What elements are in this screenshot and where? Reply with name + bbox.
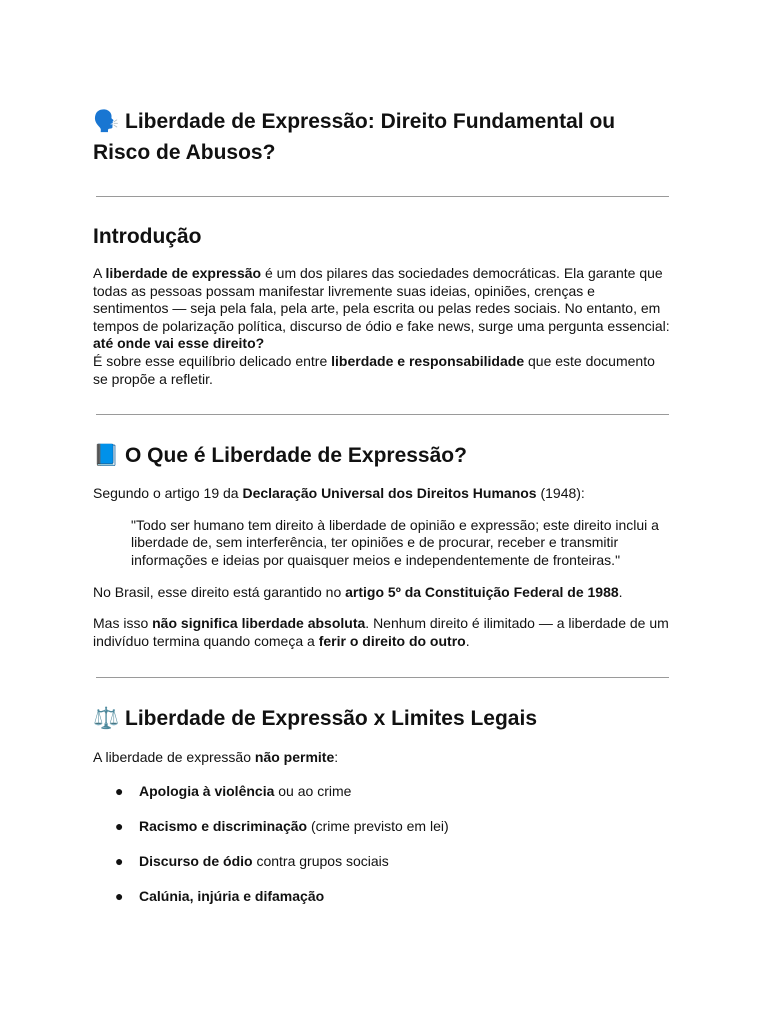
divider [96,677,669,678]
title-line-2: Risco de Abusos? [93,141,276,164]
what-paragraph-1: Segundo o artigo 19 da Declaração Universal dos Direitos Humanos (1948): [93,485,585,502]
divider [96,414,669,415]
divider [96,196,669,197]
what-paragraph-3: Mas isso não significa liberdade absoluta. Nenhum direito é ilimitado — a liberdade de um indivíduo termina quando começa a ferir o direito do outro. [93,615,669,649]
what-heading: 📘 O Que é Liberdade de Expressão? [93,443,467,468]
document-content [93,106,671,922]
bullet-icon: ● [115,852,124,869]
title-line-1: Liberdade de Expressão: Direito Fundamental ou [125,110,616,133]
limits-list [93,782,671,922]
speaking-head-icon: 🗣️ [93,109,120,133]
bullet-icon: ● [115,887,124,904]
limits-heading: ⚖️ Liberdade de Expressão x Limites Legais [93,706,537,731]
what-paragraph-2: No Brasil, esse direito está garantido no artigo 5º da Constituição Federal de 1988. [93,583,623,600]
list-item: ● Calúnia, injúria e difamação [115,887,325,904]
document-title [93,106,671,168]
bullet-icon: ● [115,817,124,834]
intro-heading: Introdução [93,225,202,248]
list-item: ● Apologia à violência ou ao crime [115,782,352,799]
bullet-icon: ● [115,782,124,799]
article-19-quote: "Todo ser humano tem direito à liberdade de opinião e expressão; este direito inclui a liberdade de, sem interferência, ter opiniões e de procurar, receber e transmitir informações e ideias por quaisquer meios e independentemente de fronteiras." [131,516,659,568]
list-item: ● Discurso de ódio contra grupos sociais [115,852,389,869]
blue-book-icon: 📘 [93,443,120,468]
limits-intro: A liberdade de expressão não permite: [93,749,339,766]
balance-scale-icon: ⚖️ [93,706,120,731]
list-item: ● Racismo e discriminação (crime previsto em lei) [115,817,449,834]
intro-paragraph: A liberdade de expressão é um dos pilares das sociedades democráticas. Ela garante que todas as pessoas possam manifestar livremente suas ideias, opiniões, crenças e sentimentos — seja pela fala, pela arte, pela escrita ou pelas redes sociais. No entanto, em tempos de polarização política, discurso de ódio e fake news, surge uma pergunta essencial: até onde vai esse direito? É sobre esse equilíbrio delicado entre liberdade e responsabilidade que este documento se propõe a refletir. [93,265,670,387]
